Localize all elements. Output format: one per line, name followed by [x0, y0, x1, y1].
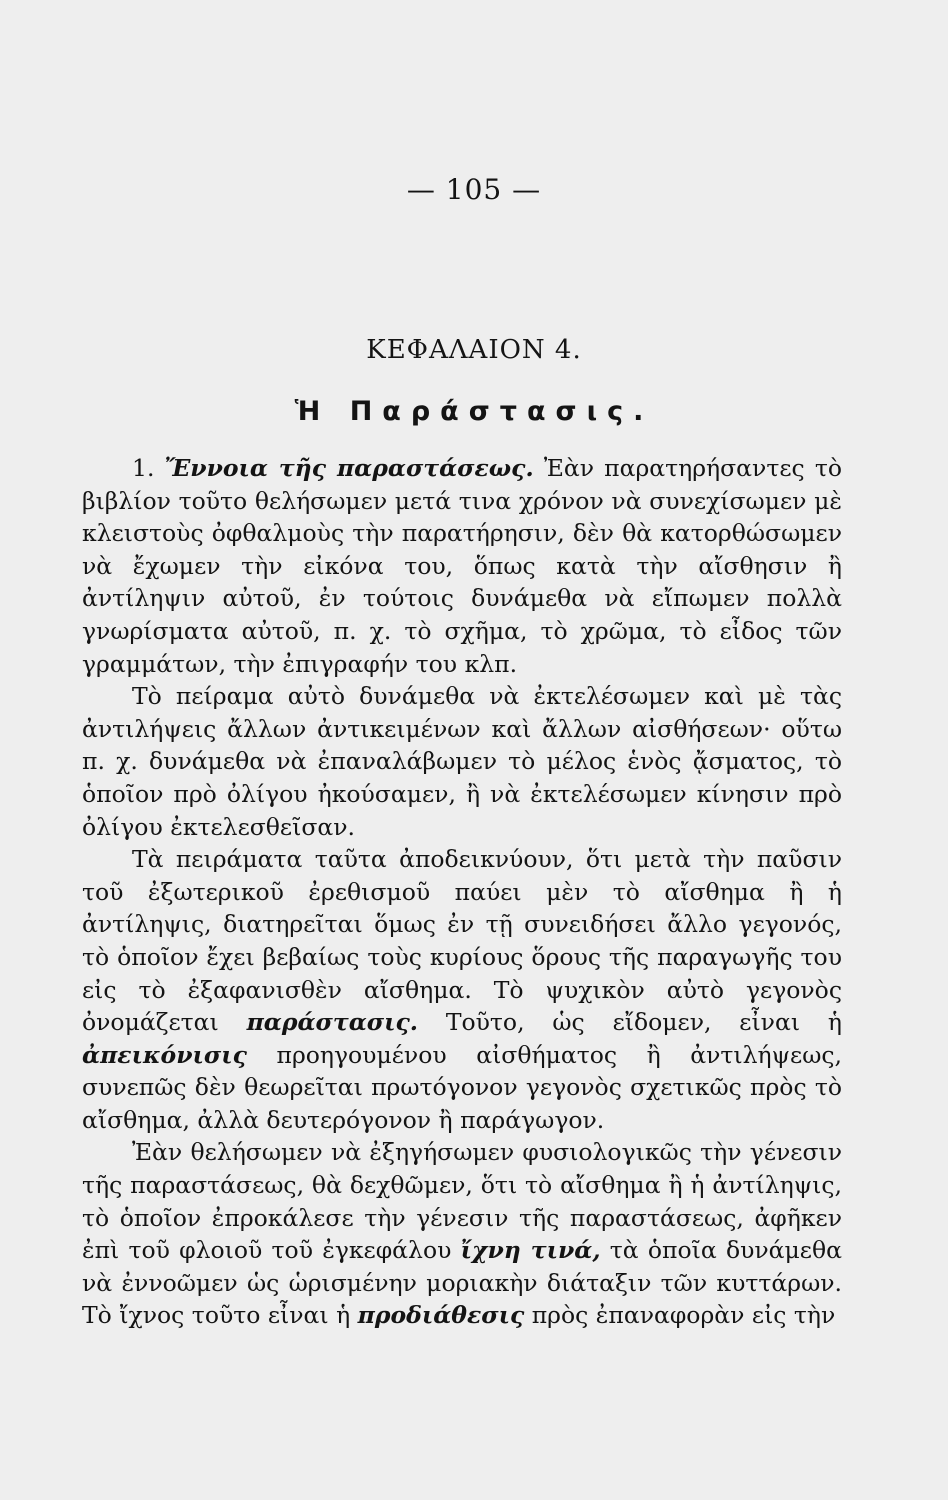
- chapter-label: ΚΕΦΑΛΑΙΟΝ 4.: [366, 335, 582, 365]
- term-apeikonisis: ἀπεικόνισις: [82, 1040, 247, 1069]
- paragraph-4-text-a: Ἐὰν θελήσωμεν νὰ ἐξηγήσωμεν φυσιολογικῶς τὴν γένεσιν τῆς παραστάσεως, θὰ δεχθῶμεν, ὅτι τὸ αἴσθημα ἢ ἡ ἀντίληψις, τὸ ὁποῖον ἐπροκάλεσε τὴν γένεσιν τῆς παραστάσεως, ἀφῆκεν ἐπὶ τοῦ φλοιοῦ τοῦ ἐγκεφάλου: [82, 1138, 842, 1265]
- section-number: 1.: [132, 454, 155, 482]
- paragraph-3-text-a: Τὰ πειράματα ταῦτα ἀποδεικνύουν, ὅτι μετὰ τὴν παῦσιν τοῦ ἐξωτερικοῦ ἐρεθισμοῦ παύει μὲν τὸ αἴσθημα ἢ ἡ ἀντίληψις, διατηρεῖται ὅμως ἐν τῇ συνειδήσει ἄλλο γεγονός, τὸ ὁποῖον ἔχει βεβαίως τοὺς κυρίους ὅρους τῆς παραγωγῆς του εἰς τὸ ἐξαφανισθὲν αἴσθημα. Τὸ ψυχικὸν αὐτὸ γεγονὸς ὀνομάζεται: [82, 845, 842, 1037]
- paragraph-3-text-b: Τοῦτο, ὡς εἴδομεν, εἶναι ἡ: [417, 1008, 842, 1037]
- term-ichni-tina: ἴχνη τινά,: [460, 1236, 601, 1265]
- paragraph-1-text: Ἐὰν παρατηρήσαντες τὸ βιβλίον τοῦτο θελήσωμεν μετά τινα χρόνον νὰ συνεχίσωμεν μὲ κλειστοὺς ὀφθαλμοὺς τὴν παρατήρησιν, δὲν θὰ κατορθώσωμεν νὰ ἔχωμεν τὴν εἰκόνα του, ὅπως κατὰ τὴν αἴσθησιν ἢ ἀντίληψιν αὐτοῦ, ἐν τούτοις δυνάμεθα νὰ εἴπωμεν πολλὰ γνωρίσματα αὐτοῦ, π. χ. τὸ σχῆμα, τὸ χρῶμα, τὸ εἶδος τῶν γραμμάτων, τὴν ἐπιγραφήν του κλπ.: [82, 454, 842, 678]
- paragraph-3-text-c: προηγουμένου αἰσθήματος ἢ ἀντιλήψεως, συνεπῶς δὲν θεωρεῖται πρωτόγονον γεγονὸς σχετικῶς πρὸς τὸ αἴσθημα, ἀλλὰ δευτερόγονον ἢ παράγωγον.: [82, 1040, 842, 1134]
- section-heading: Ἔννοια τῆς παραστάσεως.: [164, 454, 534, 482]
- page-number: — 105 —: [406, 173, 542, 206]
- paragraph-3: [82, 843, 842, 1136]
- paragraph-4-text-b: τὰ ὁποῖα δυνάμεθα νὰ ἐννοῶμεν ὡς ὡρισμένην μοριακὴν διάταξιν τῶν κυττάρων. Τὸ ἴχνος τοῦτο εἶναι ἡ: [82, 1236, 842, 1330]
- paragraph-4-text-c: πρὸς ἐπαναφορὰν εἰς τὴν: [524, 1301, 836, 1330]
- paragraph-1: [82, 452, 842, 680]
- term-parastasis: παράστασις.: [246, 1008, 418, 1037]
- paragraph-4: [82, 1136, 842, 1332]
- chapter-title: Ἡ Παράστασις.: [294, 396, 654, 427]
- paragraph-2: Τὸ πείραμα αὐτὸ δυνάμεθα νὰ ἐκτελέσωμεν καὶ μὲ τὰς ἀντιλήψεις ἄλλων ἀντικειμένων καὶ ἄλλων αἰσθήσεων· οὕτω π. χ. δυνάμεθα νὰ ἐπαναλάβωμεν τὸ μέλος ἑνὸς ᾄσματος, τὸ ὁποῖον πρὸ ὀλίγου ἠκούσαμεν, ἢ νὰ ἐκτελέσωμεν κίνησιν πρὸ ὀλίγου ἐκτελεσθεῖσαν.: [82, 682, 842, 841]
- body-text: [82, 452, 842, 1332]
- term-prodiathesis: προδιάθεσις: [357, 1301, 525, 1330]
